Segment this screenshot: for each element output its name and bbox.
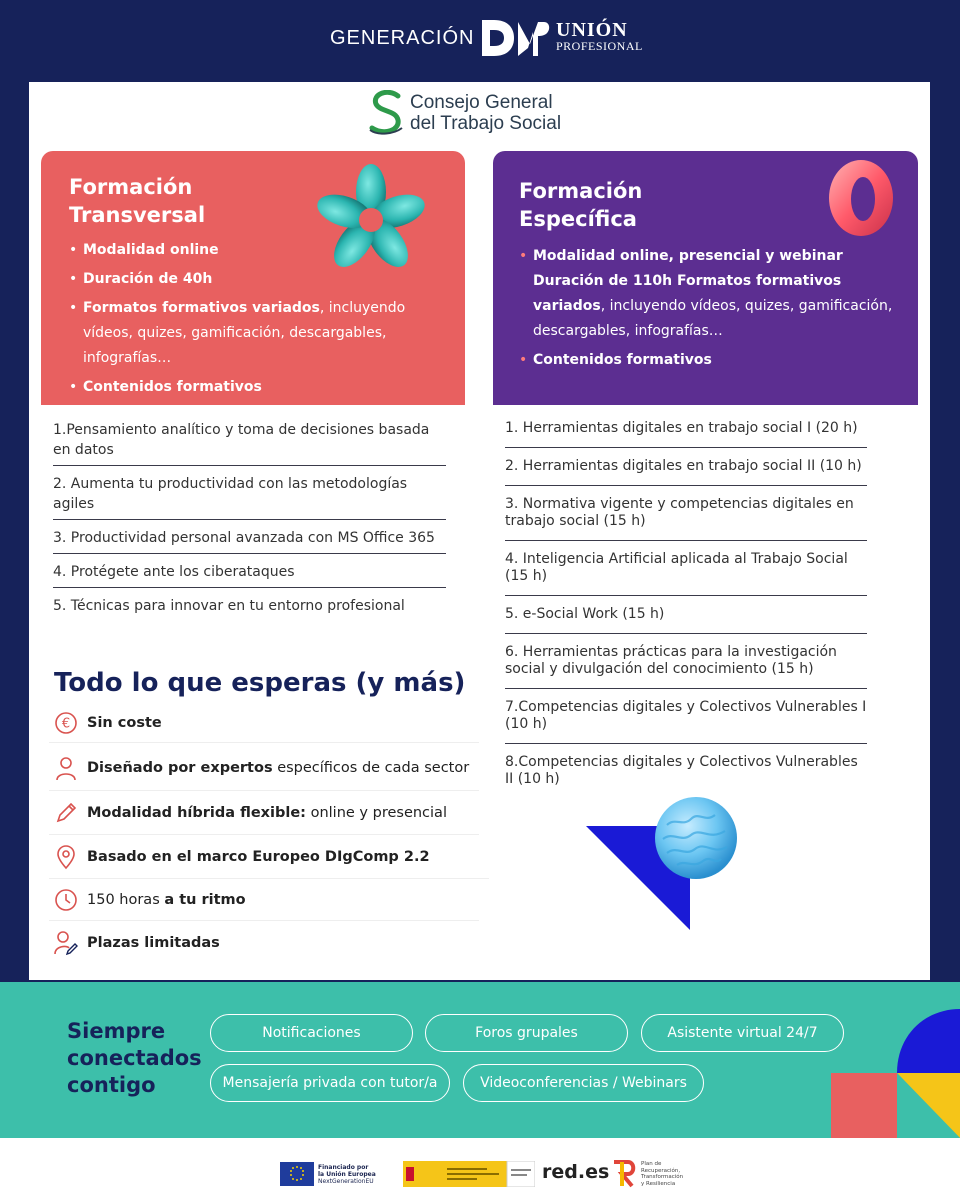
union-profesional-logo	[516, 18, 643, 58]
person-icon	[49, 755, 83, 781]
eu-line1: Financiado por	[318, 1163, 369, 1171]
list-item: 1.Pensamiento analítico y toma de decisiones basada en datos	[53, 418, 446, 466]
svg-text:€: €	[61, 716, 71, 731]
list-item: 2. Herramientas digitales en trabajo social II (10 h)	[505, 456, 867, 486]
connected-title-line2: conectados	[67, 1046, 202, 1070]
generacion-logo-text: GENERACIÓN	[330, 26, 475, 49]
especifica-card	[493, 151, 918, 405]
cgts-logo-line1: Consejo General	[410, 92, 553, 113]
prtr-mark-icon	[612, 1160, 638, 1188]
feature-digcomp	[49, 835, 489, 879]
up-monogram-icon	[516, 18, 552, 58]
list-item: • Contenidos formativos	[519, 348, 904, 373]
list-item: 6. Herramientas prácticas para la investigación social y divulgación del conocimiento (15 h)	[505, 642, 867, 689]
list-item: • Modalidad online, presencial y webinar Duración de 110h Formatos formativos variados, incluyendo vídeos, quizes, gamificación, descargables, infografías…	[519, 244, 904, 344]
feature-bold: Basado en el marco Europeo DIgComp 2.2	[87, 848, 430, 865]
transversal-card	[41, 151, 465, 405]
especifica-bullets	[519, 244, 904, 377]
eu-funding-logo	[280, 1162, 376, 1186]
list-item: 2. Aumenta tu productividad con las metodologías agiles	[53, 472, 446, 520]
red-es-logo: red.es	[542, 1161, 610, 1183]
especifica-title	[519, 177, 642, 233]
eu-line3: NextGenerationEU	[318, 1177, 374, 1185]
location-icon	[49, 844, 83, 870]
feature-bold: a tu ritmo	[164, 891, 246, 908]
prtr-line3: Transformación	[641, 1174, 684, 1180]
eu-flag-icon	[280, 1162, 314, 1186]
list-item: 4. Protégete ante los ciberataques	[53, 560, 446, 588]
transversal-title-line1: Formación	[69, 175, 193, 199]
feature-rest: online y presencial	[305, 804, 447, 821]
pill-notificaciones: Notificaciones	[210, 1014, 413, 1052]
cgts-s-icon	[368, 90, 404, 136]
union-logo-line2: PROFESIONAL	[556, 39, 643, 53]
feature-expertos	[49, 745, 479, 791]
connected-title-line3: contigo	[67, 1073, 156, 1097]
especifica-title-line1: Formación	[519, 179, 643, 203]
cgts-logo-line2: del Trabajo Social	[410, 113, 562, 134]
connected-title	[67, 1018, 217, 1099]
prtr-line4: y Resiliencia	[641, 1180, 676, 1187]
corner-shapes-decoration	[830, 1005, 960, 1138]
user-edit-icon	[49, 930, 83, 956]
list-item: • Modalidad online	[69, 238, 449, 263]
prtr-logo	[612, 1160, 683, 1188]
prtr-line2: Recuperación,	[641, 1167, 681, 1174]
prtr-line1: Plan de	[641, 1161, 662, 1167]
pink-ring-icon	[823, 155, 899, 241]
feature-bold: Modalidad híbrida flexible:	[87, 804, 306, 821]
list-item: • Formatos formativos variados, incluyendo vídeos, quizes, gamificación, descargables, infografías…	[69, 296, 449, 371]
pill-videoconferencias: Videoconferencias / Webinars	[463, 1064, 704, 1102]
feature-rest: específicos de cada sector	[272, 759, 470, 776]
blue-sphere-icon	[653, 795, 739, 881]
list-item: 3. Normativa vigente y competencias digitales en trabajo social (15 h)	[505, 494, 867, 541]
pill-mensajeria: Mensajería privada con tutor/a	[210, 1064, 450, 1102]
especifica-contents-list	[505, 418, 867, 806]
generacion-d-logo	[330, 18, 516, 58]
transversal-title-line2: Transversal	[69, 203, 206, 227]
feature-bold: Sin coste	[87, 714, 162, 731]
gobierno-logo	[403, 1161, 535, 1187]
list-item: 8.Competencias digitales y Colectivos Vulnerables II (10 h)	[505, 754, 858, 787]
transversal-bullets	[69, 238, 449, 404]
feature-sin-coste	[49, 703, 479, 743]
feature-hibrida	[49, 791, 479, 835]
feature-plazas	[49, 923, 479, 963]
transversal-title	[69, 173, 205, 229]
feature-pre: 150 horas	[87, 891, 165, 908]
list-item: 7.Competencias digitales y Colectivos Vulnerables I (10 h)	[505, 697, 867, 744]
list-item: 5. e-Social Work (15 h)	[505, 604, 867, 634]
transversal-contents-list	[53, 418, 446, 627]
feature-horas	[49, 879, 479, 921]
d-mark-icon	[480, 18, 516, 58]
list-item: 4. Inteligencia Artificial aplicada al Trabajo Social (15 h)	[505, 549, 867, 596]
pill-asistente: Asistente virtual 24/7	[641, 1014, 844, 1052]
euro-icon	[49, 711, 83, 735]
feature-bold: Plazas limitadas	[87, 935, 220, 951]
list-item: • Duración de 40h	[69, 267, 449, 292]
eu-line2: la Unión Europea	[318, 1170, 376, 1178]
pencil-icon	[49, 801, 83, 825]
union-logo-line1: UNIÓN	[556, 19, 628, 41]
esperas-title: Todo lo que esperas (y más)	[54, 668, 466, 698]
list-item: 1. Herramientas digitales en trabajo social I (20 h)	[505, 418, 867, 448]
list-item: 3. Productividad personal avanzada con MS Office 365	[53, 526, 446, 554]
list-item: 5. Técnicas para innovar en tu entorno profesional	[53, 598, 405, 614]
pill-foros: Foros grupales	[425, 1014, 628, 1052]
feature-bold: Diseñado por expertos	[87, 759, 273, 776]
clock-icon	[49, 888, 83, 912]
connected-title-line1: Siempre	[67, 1019, 166, 1043]
list-item: • Contenidos formativos	[69, 375, 449, 400]
cgts-logo	[368, 90, 561, 136]
gobierno-espana-mark	[403, 1161, 535, 1187]
especifica-title-line2: Específica	[519, 207, 637, 231]
